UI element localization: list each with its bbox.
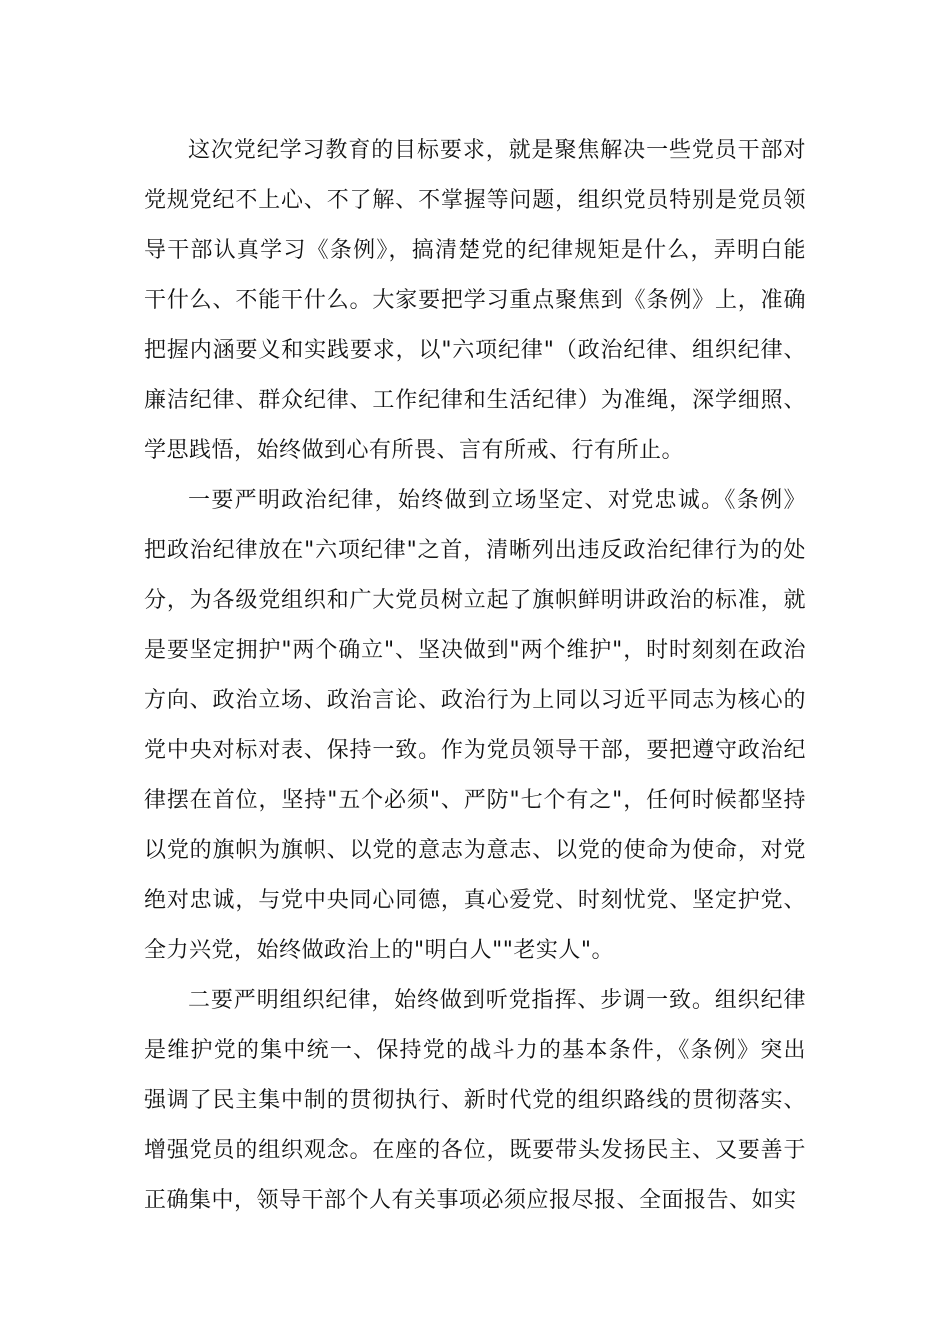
paragraph-intro: 这次党纪学习教育的目标要求，就是聚焦解决一些党员干部对党规党纪不上心、不了解、不掌握等问题，组织党员特别是党员领导干部认真学习《条例》，搞清楚党的纪律规矩是什么，弄明白能干什么、不能干什么。大家要把学习重点聚焦到《条例》上，准确把握内涵要义和实践要求，以"六项纪律"（政治纪律、组织纪律、廉洁纪律、群众纪律、工作纪律和生活纪律）为准绳，深学细照、学思践悟，始终做到心有所畏、言有所戒、行有所止。 [144, 138, 806, 463]
document-body [144, 126, 806, 1226]
paragraph-political-discipline: 一要严明政治纪律，始终做到立场坚定、对党忠诚。《条例》把政治纪律放在"六项纪律"之首，清晰列出违反政治纪律行为的处分，为各级党组织和广大党员树立起了旗帜鲜明讲政治的标准，就是要坚定拥护"两个确立"、坚决做到"两个维护"，时时刻刻在政治方向、政治立场、政治言论、政治行为上同以习近平同志为核心的党中央对标对表、保持一致。作为党员领导干部，要把遵守政治纪律摆在首位，坚持"五个必须"、严防"七个有之"，任何时候都坚持以党的旗帜为旗帜、以党的意志为意志、以党的使命为使命，对党绝对忠诚，与党中央同心同德，真心爱党、时刻忧党、坚定护党、全力兴党，始终做政治上的"明白人""老实人"。 [144, 488, 806, 963]
paragraph-organizational-discipline: 二要严明组织纪律，始终做到听党指挥、步调一致。组织纪律是维护党的集中统一、保持党的战斗力的基本条件，《条例》突出强调了民主集中制的贯彻执行、新时代党的组织路线的贯彻落实、增强党员的组织观念。在座的各位，既要带头发扬民主、又要善于正确集中，领导干部个人有关事项必须应报尽报、全面报告、如实 [144, 988, 806, 1213]
